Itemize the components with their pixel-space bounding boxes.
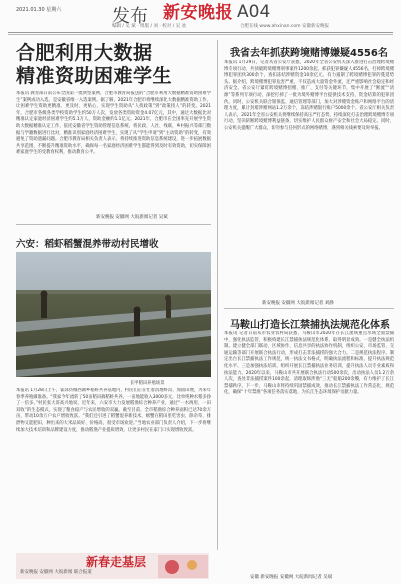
header-divider-thin bbox=[8, 34, 393, 35]
header-divider bbox=[8, 32, 393, 33]
lead-story-byline: 新安晚报 安徽网 大皖新闻记者 吴斌 bbox=[96, 215, 168, 220]
masthead bbox=[0, 0, 401, 34]
promo-subtitle: 新安晚报 安徽网 大皖新闻 联合报道 bbox=[20, 570, 92, 575]
right-story-two-body: 本报讯 记者日前从市农业农村局获悉，马鞍山市2020年在长江流域重点水域全面禁捕中，强化执法监管，积极构建长江禁捕执法规范化体系，取得明显成效。一是健全执法机制。建立健全部门联动、区域协作、信息共享的执法协作机制，组织公安、市场监管、交通运输等部门开展联合执法行动，形成打击非法捕捞的强大合力。二是规范执法程序。制定出台长江禁捕执法工作规范，统一执法文书格式，明确执法流程和标准，提升执法规范化水平。三是加强执法培训。组织开展长江禁捕执法业务培训，提升执法人员专业素质和执法能力。2020年以来，马鞍山市共开展联合执法行动500余次，出动执法人员1.2万余人次，查处非法捕捞案件100余起，清理取缔涉渔“三无”船舶200余艘，有力维护了长江禁捕秩序。下一步，马鞍山市将持续巩固禁捕成效，推动长江禁捕执法工作常态化、规范化，确保“十年禁渔”各项任务落实落地，为长江生态环境保护贡献力量。 bbox=[224, 331, 394, 396]
right-story-one-headline[interactable]: 我省去年抓获跨境赌博嫌疑4556名 bbox=[230, 48, 388, 59]
photo-caption: 长甲稻田养殖场景 bbox=[130, 381, 165, 386]
newspaper-logo bbox=[161, 0, 237, 22]
right-story-two-byline: 安徽 新安晚报 安徽网 大皖新闻记者 吴斌 bbox=[250, 575, 333, 580]
lead-story-body: 本报讯 教育部日前公布全国第一批典型案例，合肥市教育局报送的“合肥市利用大数据精准资助困难学生”案例成功入选，是安徽省唯一入选案例。据了解，2021年合肥市将继续深化大数据精准资助工作，让困难学生资助更精准、更及时、更贴心，实现学生资助从“人找政策”到“政策找人”的转变。2021年，合肥市各级各类学校资助学生约50万人次，发放各类资助资金4.07亿元，其中，通过大数据比对精准认定家庭经济困难学生约5.1万人，资助金额约1.1亿元。2021年，合肥市在全国率先开展学生资助大数据精准认定工作，依托安徽省学生资助管理信息系统，将民政、人社、残联、乡村振兴等部门数据与学籍数据进行比对，精准识别家庭经济困难学生，实现了从“学生申请”到“主动资助”的转变，有效避免了资助遗漏问题。合肥市教育局相关负责人表示，将持续推进资助信息系统建设，进一步拓展数据共享范围，不断提升精准资助水平，确保每一名家庭经济困难学生都能得到及时有效资助，切实保障困难家庭学生的受教育权利，推动教育公平。 bbox=[16, 91, 211, 156]
lead-headline[interactable] bbox=[16, 42, 211, 88]
website-info: 合肥在线 www.ahxinan.com 安徽新安晚报 bbox=[240, 24, 329, 29]
story-two-headline[interactable]: 六安：稻虾稻蟹混养带动村民增收 bbox=[16, 239, 159, 250]
issue-date: 2021.01.30 星期六 bbox=[16, 7, 62, 13]
section-name: 发布 bbox=[112, 6, 148, 27]
promo-banner[interactable] bbox=[16, 553, 209, 579]
editor-info: 编辑 / 吴 斌 · 组版 / 刘 · 校对 / 吴 欢 bbox=[112, 24, 187, 29]
right-story-two-headline[interactable]: 马鞍山打造长江禁捕执法规范化体系 bbox=[230, 320, 390, 331]
section-divider bbox=[16, 224, 211, 225]
promo-decoration-icon bbox=[158, 555, 208, 578]
right-story-one-body: 本报讯 1月29日，记者从省公安厅获悉，2020年全省公安机关深入推进打击治理跨境赌博专项行动，共侦破跨境赌博刑事案件1200余起，抓获犯罪嫌疑人4556名，打掉跨境赌博犯罪团伙300余个，查扣冻结涉赌资金10余亿元，有力遏制了跨境赌博犯罪的蔓延势头。据介绍，跨境赌博犯罪危害严重，不仅造成大量资金外流，还严重影响社会稳定和经济安全。省公安厅紧盯跨境赌博招赌、推广、支付等关键环节，集中开展了“断流”“清源”等系列专项行动，深挖打掉了一批为境外赌博平台提供技术支持、资金结算的犯罪团伙。同时，公安机关联合银保监、通信管理等部门，加大对涉赌资金账户和网络平台的清理力度，累计封堵涉赌网站1.2万余个，冻结涉赌银行账户5000余个。省公安厅相关负责人表示，2021年全省公安机关将继续保持高压严打态势，持续深化打击治理跨境赌博专项行动，坚决斩断跨境赌博利益链条，切实维护人民群众财产安全和社会大局稳定。同时，公安机关提醒广大群众，切勿参与任何形式的网络赌博，遇到相关线索要及时举报。 bbox=[224, 60, 394, 131]
column-divider bbox=[217, 40, 218, 550]
lead-headline-line-1: 合肥利用大数据 bbox=[16, 42, 153, 64]
rice-field-photo bbox=[16, 252, 211, 377]
page-number: A04 bbox=[237, 2, 271, 22]
right-section-divider bbox=[224, 308, 394, 309]
right-story-one-byline: 新安晚报 安徽网 大皖新闻记者 刘静 bbox=[262, 301, 334, 306]
story-two-body: 本报讯 1月28日上午，霍邱县城西湖乡稻虾共养基地内，村民们正在忙着清理虾沟、加固田埂，为来年春季养殖做准备。“我家今年流转了50亩稻田搞稻虾共养，一亩地能收入3000多元，比单纯种水稻多挣了一倍多。”村民张大哥高兴地说。近年来，六安市大力发展稻渔综合种养产业，通过“一水两用、一田双收”的生态模式，实现了粮食稳产与农民增收的双赢。截至目前，全市稻渔综合种养面积已达70余万亩，带动10余万户农户增收致富。“我们还引进了稻蟹混养新技术，螃蟹在稻田里吃害虫、除杂草，排泄物又能肥田，种出来的大米品质好、价格高，很受市场欢迎。”当地农业部门负责人介绍，下一步将继续加大技术培训和品牌建设力度，推动稻渔产业提质增效，让更多村民在家门口实现增收致富。 bbox=[16, 388, 211, 433]
svg-text:新安晚报: 新安晚报 bbox=[163, 3, 233, 22]
promo-title: 新春走基层 bbox=[86, 555, 147, 569]
lead-headline-line-2: 精准资助困难学生 bbox=[16, 65, 173, 87]
